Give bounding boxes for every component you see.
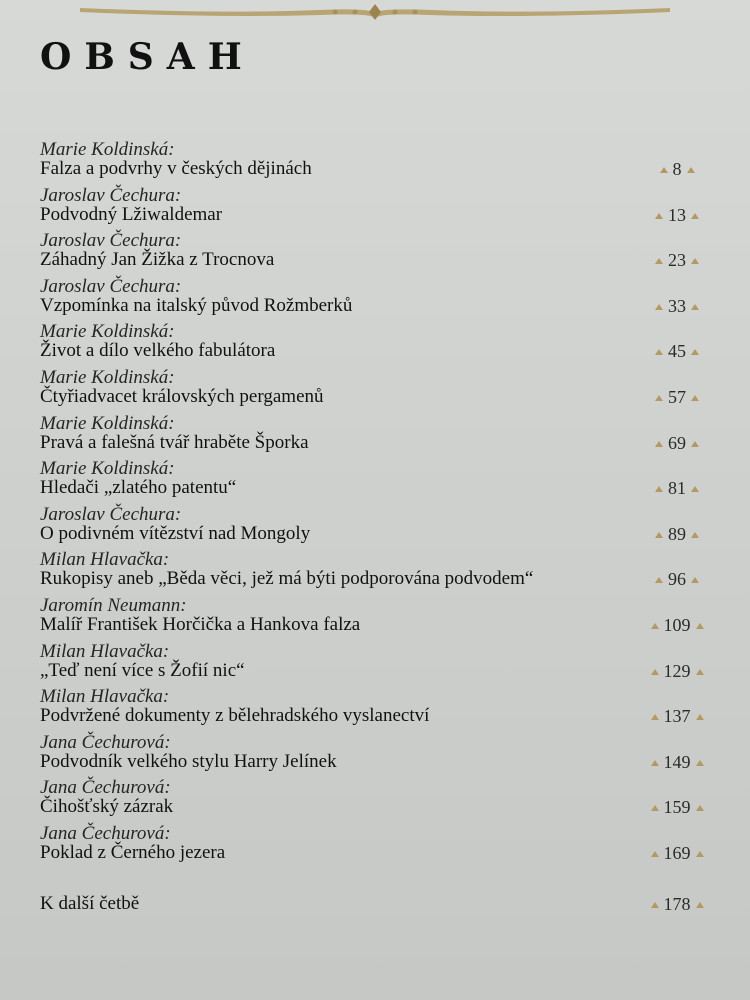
triangle-ornament-icon <box>651 714 659 720</box>
entry-author: Milan Hlavačka: <box>40 686 170 708</box>
triangle-ornament-icon <box>655 486 663 492</box>
triangle-ornament-icon <box>655 213 663 219</box>
toc-entry <box>40 458 720 504</box>
triangle-ornament-icon <box>691 304 699 310</box>
further-reading-title: K další četbě <box>40 893 140 914</box>
triangle-ornament-icon <box>687 167 695 173</box>
contents-heading: OBSAH <box>40 36 255 78</box>
page-number-value: 8 <box>672 159 682 179</box>
triangle-ornament-icon <box>655 304 663 310</box>
triangle-ornament-icon <box>691 395 699 401</box>
entry-title: Čtyřiadvacet královských pergamenů <box>40 385 324 407</box>
entry-author: Jaroslav Čechura: <box>40 184 182 206</box>
entry-author: Marie Koldinská: <box>40 321 175 343</box>
entry-title: Podvodný Lžiwaldemar <box>40 203 223 225</box>
entry-author: Marie Koldinská: <box>40 366 175 388</box>
entry-page-number <box>642 614 712 636</box>
triangle-ornament-icon <box>691 441 699 447</box>
triangle-ornament-icon <box>660 167 668 173</box>
triangle-ornament-icon <box>651 902 659 908</box>
further-reading-entry <box>40 893 720 917</box>
entry-author: Marie Koldinská: <box>40 412 175 434</box>
entry-page-number <box>642 158 712 180</box>
page-number-value: 89 <box>668 523 686 544</box>
entry-title: „Teď není více s Žofií nic“ <box>40 659 245 681</box>
entry-page-number <box>642 523 712 545</box>
entry-author: Milan Hlavačka: <box>40 640 170 662</box>
triangle-ornament-icon <box>696 669 704 675</box>
triangle-ornament-icon <box>655 441 663 447</box>
toc-entry <box>40 367 720 413</box>
toc-entry <box>40 686 720 732</box>
further-reading-page-number <box>642 893 712 915</box>
entry-author: Marie Koldinská: <box>40 139 175 160</box>
entry-page-number <box>642 295 712 317</box>
entry-author: Jaromín Neumann: <box>40 594 187 616</box>
entry-page-number <box>642 705 712 727</box>
entry-author: Jana Čechurová: <box>40 822 171 844</box>
page-number-value: 45 <box>668 341 686 362</box>
toc-entry <box>40 504 720 550</box>
toc-entry <box>40 185 720 231</box>
triangle-ornament-icon <box>651 805 659 811</box>
entry-page-number <box>642 660 712 682</box>
entry-title: Malíř František Horčička a Hankova falza <box>40 613 361 635</box>
page-number-value: 33 <box>668 295 686 316</box>
entry-title: Falza a podvrhy v českých dějinách <box>40 158 312 179</box>
toc-entry <box>40 549 720 595</box>
entry-title: Rukopisy aneb „Běda věci, jež má býti podporována podvodem“ <box>40 568 534 590</box>
entry-author: Jaroslav Čechura: <box>40 230 182 252</box>
entry-title: Vzpomínka na italský původ Rožmberků <box>40 294 353 316</box>
page-number-value: 109 <box>663 614 691 635</box>
page-number-value: 149 <box>663 751 691 772</box>
entry-author: Jaroslav Čechura: <box>40 275 182 297</box>
toc-entry <box>40 641 720 687</box>
triangle-ornament-icon <box>651 851 659 857</box>
toc-entry <box>40 595 720 641</box>
toc-entry <box>40 321 720 367</box>
page-number-value: 23 <box>668 250 686 271</box>
triangle-ornament-icon <box>696 623 704 629</box>
triangle-ornament-icon <box>651 669 659 675</box>
page-number-value: 129 <box>663 660 691 681</box>
page-number-value: 137 <box>663 706 691 727</box>
entry-author: Jana Čechurová: <box>40 777 171 799</box>
triangle-ornament-icon <box>691 349 699 355</box>
entry-author: Milan Hlavačka: <box>40 549 170 571</box>
triangle-ornament-icon <box>696 805 704 811</box>
page-number-value: 169 <box>663 842 691 863</box>
page-number-value: 13 <box>668 204 686 225</box>
page-number-value: 81 <box>668 478 686 499</box>
triangle-ornament-icon <box>691 213 699 219</box>
entry-title: Podvržené dokumenty z bělehradského vyslanectví <box>40 705 430 727</box>
triangle-ornament-icon <box>691 258 699 264</box>
triangle-ornament-icon <box>696 902 704 908</box>
triangle-ornament-icon <box>655 577 663 583</box>
triangle-ornament-icon <box>691 532 699 538</box>
triangle-ornament-icon <box>651 623 659 629</box>
entry-title: Hledači „zlatého patentu“ <box>40 477 237 499</box>
entry-page-number <box>642 340 712 362</box>
triangle-ornament-icon <box>691 577 699 583</box>
toc-entry <box>40 732 720 778</box>
entry-page-number <box>642 796 712 818</box>
entry-title: Čihošťský zázrak <box>40 796 174 818</box>
toc-entry <box>40 276 720 322</box>
toc-entry <box>40 230 720 276</box>
page-number-value: 69 <box>668 432 686 453</box>
entry-title: Podvodník velkého stylu Harry Jelínek <box>40 750 337 772</box>
toc-entry <box>40 777 720 823</box>
triangle-ornament-icon <box>655 532 663 538</box>
triangle-ornament-icon <box>651 760 659 766</box>
entry-title: Život a dílo velkého fabulátora <box>40 340 276 362</box>
entry-page-number <box>642 477 712 499</box>
entry-author: Marie Koldinská: <box>40 458 175 480</box>
entry-author: Jana Čechurová: <box>40 731 171 753</box>
page-number-value: 57 <box>668 386 686 407</box>
entry-title: Záhadný Jan Žižka z Trocnova <box>40 249 275 271</box>
triangle-ornament-icon <box>696 714 704 720</box>
entry-title: Poklad z Černého jezera <box>40 841 226 863</box>
triangle-ornament-icon <box>655 395 663 401</box>
page-number-value: 96 <box>668 569 686 590</box>
table-of-contents <box>40 139 720 869</box>
toc-entry <box>40 413 720 459</box>
entry-author: Jaroslav Čechura: <box>40 503 182 525</box>
toc-entry <box>40 139 720 185</box>
entry-title: Pravá a falešná tvář hraběte Šporka <box>40 431 309 453</box>
page-number-value: 159 <box>663 797 691 818</box>
decorative-ornament <box>70 0 680 26</box>
entry-page-number <box>642 842 712 864</box>
triangle-ornament-icon <box>691 486 699 492</box>
entry-page-number <box>642 432 712 454</box>
entry-page-number <box>642 568 712 590</box>
toc-entry <box>40 823 720 869</box>
triangle-ornament-icon <box>696 760 704 766</box>
entry-page-number <box>642 386 712 408</box>
triangle-ornament-icon <box>696 851 704 857</box>
triangle-ornament-icon <box>655 258 663 264</box>
entry-page-number <box>642 204 712 226</box>
entry-title: O podivném vítězství nad Mongoly <box>40 522 311 544</box>
triangle-ornament-icon <box>655 349 663 355</box>
entry-page-number <box>642 751 712 773</box>
entry-page-number <box>642 249 712 271</box>
page-number-value: 178 <box>663 894 691 914</box>
